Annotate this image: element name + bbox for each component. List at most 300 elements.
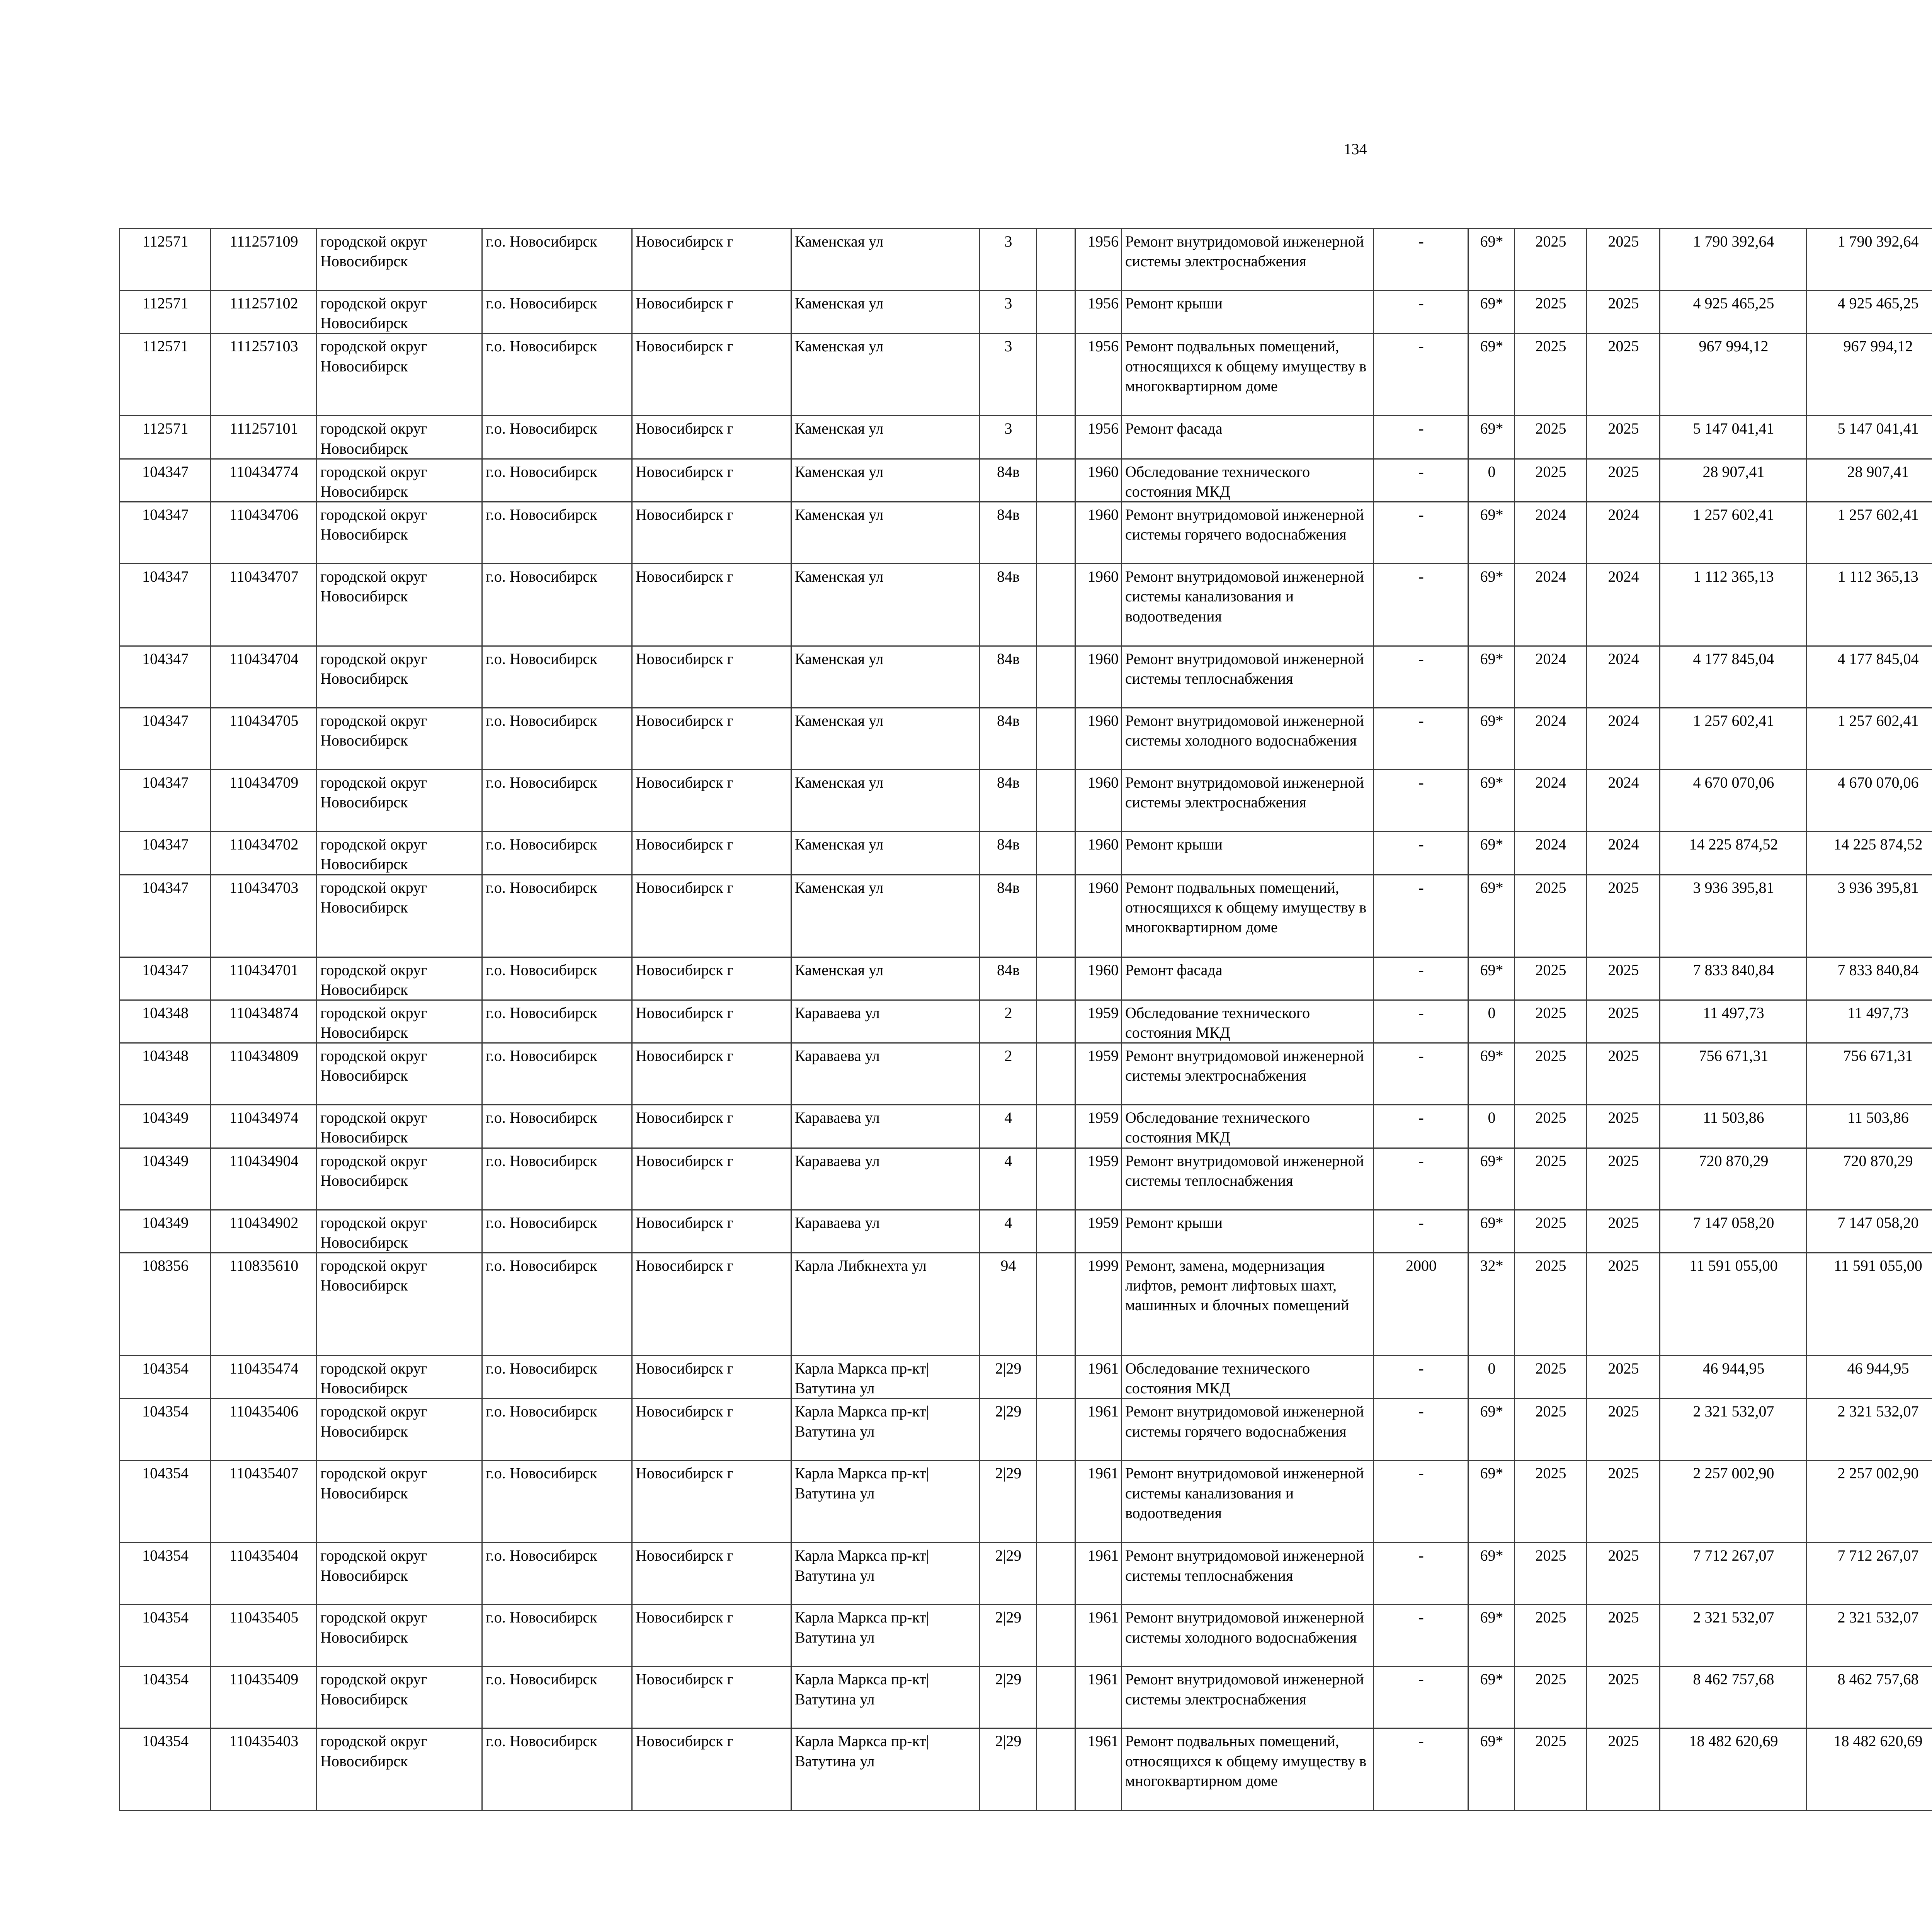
total-cost-cell: 3 936 395,81 bbox=[1660, 875, 1807, 957]
lift-year-cell: - bbox=[1374, 1043, 1468, 1105]
end-year-cell: 2025 bbox=[1587, 1210, 1660, 1253]
start-year-cell: 2024 bbox=[1515, 646, 1587, 708]
work-id-cell: 110434974 bbox=[211, 1105, 317, 1148]
street-cell: Карла Маркса пр-кт| Ватутина ул bbox=[791, 1356, 980, 1399]
work-type-cell: Ремонт крыши bbox=[1122, 291, 1374, 334]
locality-cell: Новосибирск г bbox=[632, 1605, 791, 1667]
work-id-cell: 110434774 bbox=[211, 459, 317, 502]
end-year-cell: 2024 bbox=[1587, 832, 1660, 875]
lift-year-cell: - bbox=[1374, 229, 1468, 291]
wear-cell: 69* bbox=[1468, 957, 1515, 1000]
house-number-cell: 84в bbox=[980, 770, 1037, 832]
house-number-cell: 84в bbox=[980, 459, 1037, 502]
street-cell: Караваева ул bbox=[791, 1148, 980, 1210]
lift-year-cell: - bbox=[1374, 502, 1468, 564]
locality-cell: Новосибирск г bbox=[632, 502, 791, 564]
municipality-cell: городской округ Новосибирск bbox=[317, 1461, 482, 1543]
locality-cell: Новосибирск г bbox=[632, 416, 791, 459]
build-year-cell: 1959 bbox=[1075, 1210, 1122, 1253]
start-year-cell: 2025 bbox=[1515, 1105, 1587, 1148]
house-number-cell: 2|29 bbox=[980, 1543, 1037, 1605]
lift-year-cell: - bbox=[1374, 646, 1468, 708]
municipality-cell: городской округ Новосибирск bbox=[317, 1667, 482, 1728]
record-id-cell: 104349 bbox=[120, 1148, 211, 1210]
wear-cell: 69* bbox=[1468, 875, 1515, 957]
district-cell: г.о. Новосибирск bbox=[482, 1543, 632, 1605]
municipality-cell: городской округ Новосибирск bbox=[317, 832, 482, 875]
build-year-cell: 1956 bbox=[1075, 229, 1122, 291]
fund-cost-cell: 4 177 845,04 bbox=[1807, 646, 1932, 708]
lift-year-cell: - bbox=[1374, 1667, 1468, 1728]
end-year-cell: 2024 bbox=[1587, 564, 1660, 646]
fund-cost-cell: 1 790 392,64 bbox=[1807, 229, 1932, 291]
wear-cell: 69* bbox=[1468, 416, 1515, 459]
record-id-cell: 104354 bbox=[120, 1399, 211, 1461]
fund-cost-cell: 3 936 395,81 bbox=[1807, 875, 1932, 957]
fund-cost-cell: 720 870,29 bbox=[1807, 1148, 1932, 1210]
build-year-cell: 1956 bbox=[1075, 291, 1122, 334]
work-id-cell: 111257103 bbox=[211, 334, 317, 416]
district-cell: г.о. Новосибирск bbox=[482, 291, 632, 334]
record-id-cell: 108356 bbox=[120, 1253, 211, 1356]
house-number-cell: 3 bbox=[980, 291, 1037, 334]
district-cell: г.о. Новосибирск bbox=[482, 1605, 632, 1667]
build-year-cell: 1959 bbox=[1075, 1043, 1122, 1105]
start-year-cell: 2025 bbox=[1515, 1461, 1587, 1543]
end-year-cell: 2024 bbox=[1587, 502, 1660, 564]
work-id-cell: 110434809 bbox=[211, 1043, 317, 1105]
record-id-cell: 104349 bbox=[120, 1210, 211, 1253]
record-id-cell: 104354 bbox=[120, 1605, 211, 1667]
table-row bbox=[120, 1728, 1932, 1811]
table-row bbox=[120, 1356, 1932, 1399]
municipality-cell: городской округ Новосибирск bbox=[317, 1253, 482, 1356]
locality-cell: Новосибирск г bbox=[632, 1105, 791, 1148]
district-cell: г.о. Новосибирск bbox=[482, 229, 632, 291]
build-year-cell: 1961 bbox=[1075, 1543, 1122, 1605]
municipality-cell: городской округ Новосибирск bbox=[317, 459, 482, 502]
municipality-cell: городской округ Новосибирск bbox=[317, 708, 482, 770]
record-id-cell: 104347 bbox=[120, 564, 211, 646]
locality-cell: Новосибирск г bbox=[632, 291, 791, 334]
street-cell: Каменская ул bbox=[791, 229, 980, 291]
table-body bbox=[120, 229, 1932, 1811]
build-year-cell: 1960 bbox=[1075, 502, 1122, 564]
municipality-cell: городской округ Новосибирск bbox=[317, 502, 482, 564]
wear-cell: 69* bbox=[1468, 564, 1515, 646]
record-id-cell: 104347 bbox=[120, 708, 211, 770]
end-year-cell: 2025 bbox=[1587, 1667, 1660, 1728]
build-year-cell: 1960 bbox=[1075, 832, 1122, 875]
work-type-cell: Обследование технического состояния МКД bbox=[1122, 1105, 1374, 1148]
fund-cost-cell: 7 712 267,07 bbox=[1807, 1543, 1932, 1605]
street-cell: Каменская ул bbox=[791, 875, 980, 957]
table-row bbox=[120, 646, 1932, 708]
street-cell: Каменская ул bbox=[791, 564, 980, 646]
block-cell bbox=[1037, 1105, 1075, 1148]
work-id-cell: 110434706 bbox=[211, 502, 317, 564]
table-row bbox=[120, 334, 1932, 416]
wear-cell: 0 bbox=[1468, 1000, 1515, 1043]
block-cell bbox=[1037, 1148, 1075, 1210]
total-cost-cell: 11 497,73 bbox=[1660, 1000, 1807, 1043]
start-year-cell: 2025 bbox=[1515, 875, 1587, 957]
start-year-cell: 2025 bbox=[1515, 1543, 1587, 1605]
record-id-cell: 104354 bbox=[120, 1356, 211, 1399]
work-id-cell: 111257102 bbox=[211, 291, 317, 334]
fund-cost-cell: 4 670 070,06 bbox=[1807, 770, 1932, 832]
locality-cell: Новосибирск г bbox=[632, 1000, 791, 1043]
build-year-cell: 1960 bbox=[1075, 875, 1122, 957]
table-row bbox=[120, 416, 1932, 459]
block-cell bbox=[1037, 502, 1075, 564]
district-cell: г.о. Новосибирск bbox=[482, 708, 632, 770]
house-number-cell: 4 bbox=[980, 1210, 1037, 1253]
end-year-cell: 2025 bbox=[1587, 1000, 1660, 1043]
work-type-cell: Ремонт внутридомовой инженерной системы горячего водоснабжения bbox=[1122, 502, 1374, 564]
record-id-cell: 104347 bbox=[120, 957, 211, 1000]
wear-cell: 32* bbox=[1468, 1253, 1515, 1356]
block-cell bbox=[1037, 1210, 1075, 1253]
start-year-cell: 2025 bbox=[1515, 1356, 1587, 1399]
street-cell: Каменская ул bbox=[791, 502, 980, 564]
locality-cell: Новосибирск г bbox=[632, 1728, 791, 1811]
end-year-cell: 2024 bbox=[1587, 770, 1660, 832]
block-cell bbox=[1037, 1667, 1075, 1728]
wear-cell: 0 bbox=[1468, 1105, 1515, 1148]
start-year-cell: 2024 bbox=[1515, 502, 1587, 564]
locality-cell: Новосибирск г bbox=[632, 1399, 791, 1461]
municipality-cell: городской округ Новосибирск bbox=[317, 416, 482, 459]
work-type-cell: Ремонт внутридомовой инженерной системы теплоснабжения bbox=[1122, 646, 1374, 708]
street-cell: Караваева ул bbox=[791, 1105, 980, 1148]
table-row bbox=[120, 1605, 1932, 1667]
build-year-cell: 1961 bbox=[1075, 1399, 1122, 1461]
block-cell bbox=[1037, 957, 1075, 1000]
locality-cell: Новосибирск г bbox=[632, 1043, 791, 1105]
table-row bbox=[120, 708, 1932, 770]
district-cell: г.о. Новосибирск bbox=[482, 1210, 632, 1253]
street-cell: Каменская ул bbox=[791, 291, 980, 334]
district-cell: г.о. Новосибирск bbox=[482, 502, 632, 564]
locality-cell: Новосибирск г bbox=[632, 770, 791, 832]
total-cost-cell: 7 712 267,07 bbox=[1660, 1543, 1807, 1605]
table-row bbox=[120, 957, 1932, 1000]
record-id-cell: 104347 bbox=[120, 875, 211, 957]
municipality-cell: городской округ Новосибирск bbox=[317, 646, 482, 708]
locality-cell: Новосибирск г bbox=[632, 229, 791, 291]
fund-cost-cell: 18 482 620,69 bbox=[1807, 1728, 1932, 1811]
table-row bbox=[120, 459, 1932, 502]
street-cell: Карла Маркса пр-кт| Ватутина ул bbox=[791, 1667, 980, 1728]
table-row bbox=[120, 1253, 1932, 1356]
end-year-cell: 2025 bbox=[1587, 416, 1660, 459]
lift-year-cell: - bbox=[1374, 957, 1468, 1000]
fund-cost-cell: 1 257 602,41 bbox=[1807, 502, 1932, 564]
record-id-cell: 104347 bbox=[120, 646, 211, 708]
record-id-cell: 104349 bbox=[120, 1105, 211, 1148]
build-year-cell: 1956 bbox=[1075, 334, 1122, 416]
house-number-cell: 84в bbox=[980, 875, 1037, 957]
locality-cell: Новосибирск г bbox=[632, 875, 791, 957]
fund-cost-cell: 2 257 002,90 bbox=[1807, 1461, 1932, 1543]
fund-cost-cell: 14 225 874,52 bbox=[1807, 832, 1932, 875]
lift-year-cell: - bbox=[1374, 291, 1468, 334]
street-cell: Караваева ул bbox=[791, 1043, 980, 1105]
fund-cost-cell: 11 503,86 bbox=[1807, 1105, 1932, 1148]
house-number-cell: 84в bbox=[980, 646, 1037, 708]
end-year-cell: 2025 bbox=[1587, 1461, 1660, 1543]
block-cell bbox=[1037, 1461, 1075, 1543]
wear-cell: 69* bbox=[1468, 770, 1515, 832]
municipality-cell: городской округ Новосибирск bbox=[317, 875, 482, 957]
wear-cell: 69* bbox=[1468, 291, 1515, 334]
total-cost-cell: 11 591 055,00 bbox=[1660, 1253, 1807, 1356]
fund-cost-cell: 7 147 058,20 bbox=[1807, 1210, 1932, 1253]
wear-cell: 69* bbox=[1468, 1728, 1515, 1811]
lift-year-cell: - bbox=[1374, 708, 1468, 770]
start-year-cell: 2025 bbox=[1515, 1728, 1587, 1811]
end-year-cell: 2025 bbox=[1587, 1043, 1660, 1105]
work-id-cell: 110434707 bbox=[211, 564, 317, 646]
table-row bbox=[120, 770, 1932, 832]
total-cost-cell: 4 670 070,06 bbox=[1660, 770, 1807, 832]
locality-cell: Новосибирск г bbox=[632, 832, 791, 875]
district-cell: г.о. Новосибирск bbox=[482, 416, 632, 459]
work-type-cell: Ремонт внутридомовой инженерной системы теплоснабжения bbox=[1122, 1543, 1374, 1605]
work-type-cell: Ремонт крыши bbox=[1122, 1210, 1374, 1253]
municipality-cell: городской округ Новосибирск bbox=[317, 1605, 482, 1667]
build-year-cell: 1960 bbox=[1075, 646, 1122, 708]
house-number-cell: 2|29 bbox=[980, 1667, 1037, 1728]
work-type-cell: Ремонт подвальных помещений, относящихся к общему имуществу в многоквартирном доме bbox=[1122, 334, 1374, 416]
district-cell: г.о. Новосибирск bbox=[482, 459, 632, 502]
wear-cell: 0 bbox=[1468, 1356, 1515, 1399]
build-year-cell: 1961 bbox=[1075, 1667, 1122, 1728]
district-cell: г.о. Новосибирск bbox=[482, 875, 632, 957]
municipality-cell: городской округ Новосибирск bbox=[317, 564, 482, 646]
block-cell bbox=[1037, 1605, 1075, 1667]
house-number-cell: 4 bbox=[980, 1148, 1037, 1210]
record-id-cell: 104347 bbox=[120, 832, 211, 875]
wear-cell: 69* bbox=[1468, 502, 1515, 564]
work-id-cell: 110434904 bbox=[211, 1148, 317, 1210]
record-id-cell: 104347 bbox=[120, 459, 211, 502]
table-row bbox=[120, 564, 1932, 646]
table-row bbox=[120, 1543, 1932, 1605]
total-cost-cell: 14 225 874,52 bbox=[1660, 832, 1807, 875]
capital-repair-table bbox=[119, 228, 1932, 1811]
work-id-cell: 110434902 bbox=[211, 1210, 317, 1253]
locality-cell: Новосибирск г bbox=[632, 1210, 791, 1253]
lift-year-cell: - bbox=[1374, 1000, 1468, 1043]
work-id-cell: 110434704 bbox=[211, 646, 317, 708]
block-cell bbox=[1037, 1543, 1075, 1605]
total-cost-cell: 2 257 002,90 bbox=[1660, 1461, 1807, 1543]
work-type-cell: Ремонт внутридомовой инженерной системы электроснабжения bbox=[1122, 229, 1374, 291]
total-cost-cell: 967 994,12 bbox=[1660, 334, 1807, 416]
district-cell: г.о. Новосибирск bbox=[482, 646, 632, 708]
page-number: 134 bbox=[1344, 140, 1367, 158]
work-type-cell: Обследование технического состояния МКД bbox=[1122, 1356, 1374, 1399]
locality-cell: Новосибирск г bbox=[632, 957, 791, 1000]
end-year-cell: 2025 bbox=[1587, 875, 1660, 957]
total-cost-cell: 2 321 532,07 bbox=[1660, 1605, 1807, 1667]
municipality-cell: городской округ Новосибирск bbox=[317, 1105, 482, 1148]
work-id-cell: 111257101 bbox=[211, 416, 317, 459]
wear-cell: 69* bbox=[1468, 1543, 1515, 1605]
locality-cell: Новосибирск г bbox=[632, 1148, 791, 1210]
table-row bbox=[120, 229, 1932, 291]
block-cell bbox=[1037, 229, 1075, 291]
record-id-cell: 104347 bbox=[120, 502, 211, 564]
table-row bbox=[120, 291, 1932, 334]
total-cost-cell: 4 177 845,04 bbox=[1660, 646, 1807, 708]
total-cost-cell: 18 482 620,69 bbox=[1660, 1728, 1807, 1811]
total-cost-cell: 1 790 392,64 bbox=[1660, 229, 1807, 291]
locality-cell: Новосибирск г bbox=[632, 1253, 791, 1356]
table-row bbox=[120, 1000, 1932, 1043]
start-year-cell: 2024 bbox=[1515, 832, 1587, 875]
work-type-cell: Ремонт внутридомовой инженерной системы холодного водоснабжения bbox=[1122, 1605, 1374, 1667]
street-cell: Каменская ул bbox=[791, 770, 980, 832]
start-year-cell: 2024 bbox=[1515, 770, 1587, 832]
wear-cell: 69* bbox=[1468, 1148, 1515, 1210]
work-type-cell: Ремонт фасада bbox=[1122, 416, 1374, 459]
build-year-cell: 1960 bbox=[1075, 564, 1122, 646]
record-id-cell: 104348 bbox=[120, 1000, 211, 1043]
municipality-cell: городской округ Новосибирск bbox=[317, 291, 482, 334]
lift-year-cell: - bbox=[1374, 1543, 1468, 1605]
house-number-cell: 84в bbox=[980, 708, 1037, 770]
street-cell: Караваева ул bbox=[791, 1000, 980, 1043]
locality-cell: Новосибирск г bbox=[632, 564, 791, 646]
block-cell bbox=[1037, 564, 1075, 646]
house-number-cell: 84в bbox=[980, 957, 1037, 1000]
end-year-cell: 2025 bbox=[1587, 1605, 1660, 1667]
record-id-cell: 112571 bbox=[120, 416, 211, 459]
work-id-cell: 110435403 bbox=[211, 1728, 317, 1811]
street-cell: Карла Либкнехта ул bbox=[791, 1253, 980, 1356]
end-year-cell: 2025 bbox=[1587, 1543, 1660, 1605]
start-year-cell: 2024 bbox=[1515, 708, 1587, 770]
record-id-cell: 104347 bbox=[120, 770, 211, 832]
lift-year-cell: - bbox=[1374, 1105, 1468, 1148]
street-cell: Карла Маркса пр-кт| Ватутина ул bbox=[791, 1399, 980, 1461]
lift-year-cell: 2000 bbox=[1374, 1253, 1468, 1356]
fund-cost-cell: 1 257 602,41 bbox=[1807, 708, 1932, 770]
street-cell: Каменская ул bbox=[791, 957, 980, 1000]
locality-cell: Новосибирск г bbox=[632, 1356, 791, 1399]
total-cost-cell: 5 147 041,41 bbox=[1660, 416, 1807, 459]
block-cell bbox=[1037, 1399, 1075, 1461]
street-cell: Каменская ул bbox=[791, 334, 980, 416]
work-id-cell: 110835610 bbox=[211, 1253, 317, 1356]
start-year-cell: 2025 bbox=[1515, 1000, 1587, 1043]
block-cell bbox=[1037, 334, 1075, 416]
work-id-cell: 110434874 bbox=[211, 1000, 317, 1043]
district-cell: г.о. Новосибирск bbox=[482, 1148, 632, 1210]
end-year-cell: 2025 bbox=[1587, 1728, 1660, 1811]
total-cost-cell: 28 907,41 bbox=[1660, 459, 1807, 502]
work-id-cell: 110434705 bbox=[211, 708, 317, 770]
work-id-cell: 110435404 bbox=[211, 1543, 317, 1605]
municipality-cell: городской округ Новосибирск bbox=[317, 1728, 482, 1811]
fund-cost-cell: 4 925 465,25 bbox=[1807, 291, 1932, 334]
work-type-cell: Ремонт внутридомовой инженерной системы электроснабжения bbox=[1122, 770, 1374, 832]
lift-year-cell: - bbox=[1374, 564, 1468, 646]
total-cost-cell: 1 257 602,41 bbox=[1660, 708, 1807, 770]
build-year-cell: 1959 bbox=[1075, 1148, 1122, 1210]
work-type-cell: Ремонт фасада bbox=[1122, 957, 1374, 1000]
house-number-cell: 2|29 bbox=[980, 1399, 1037, 1461]
fund-cost-cell: 5 147 041,41 bbox=[1807, 416, 1932, 459]
district-cell: г.о. Новосибирск bbox=[482, 1399, 632, 1461]
end-year-cell: 2025 bbox=[1587, 1105, 1660, 1148]
start-year-cell: 2025 bbox=[1515, 1148, 1587, 1210]
house-number-cell: 2|29 bbox=[980, 1356, 1037, 1399]
wear-cell: 69* bbox=[1468, 1605, 1515, 1667]
wear-cell: 69* bbox=[1468, 1667, 1515, 1728]
work-type-cell: Ремонт внутридомовой инженерной системы канализования и водоотведения bbox=[1122, 1461, 1374, 1543]
table-row bbox=[120, 1105, 1932, 1148]
lift-year-cell: - bbox=[1374, 832, 1468, 875]
record-id-cell: 104354 bbox=[120, 1667, 211, 1728]
lift-year-cell: - bbox=[1374, 1148, 1468, 1210]
total-cost-cell: 4 925 465,25 bbox=[1660, 291, 1807, 334]
lift-year-cell: - bbox=[1374, 1461, 1468, 1543]
build-year-cell: 1961 bbox=[1075, 1356, 1122, 1399]
work-type-cell: Ремонт внутридомовой инженерной системы холодного водоснабжения bbox=[1122, 708, 1374, 770]
work-id-cell: 111257109 bbox=[211, 229, 317, 291]
work-type-cell: Ремонт подвальных помещений, относящихся к общему имуществу в многоквартирном доме bbox=[1122, 875, 1374, 957]
lift-year-cell: - bbox=[1374, 459, 1468, 502]
end-year-cell: 2025 bbox=[1587, 1399, 1660, 1461]
table-row bbox=[120, 502, 1932, 564]
street-cell: Каменская ул bbox=[791, 646, 980, 708]
fund-cost-cell: 967 994,12 bbox=[1807, 334, 1932, 416]
table-row bbox=[120, 1399, 1932, 1461]
total-cost-cell: 7 147 058,20 bbox=[1660, 1210, 1807, 1253]
end-year-cell: 2025 bbox=[1587, 1148, 1660, 1210]
build-year-cell: 1960 bbox=[1075, 708, 1122, 770]
locality-cell: Новосибирск г bbox=[632, 459, 791, 502]
record-id-cell: 112571 bbox=[120, 334, 211, 416]
record-id-cell: 112571 bbox=[120, 291, 211, 334]
wear-cell: 69* bbox=[1468, 334, 1515, 416]
lift-year-cell: - bbox=[1374, 334, 1468, 416]
end-year-cell: 2024 bbox=[1587, 646, 1660, 708]
locality-cell: Новосибирск г bbox=[632, 1543, 791, 1605]
work-type-cell: Ремонт подвальных помещений, относящихся к общему имуществу в многоквартирном доме bbox=[1122, 1728, 1374, 1811]
wear-cell: 0 bbox=[1468, 459, 1515, 502]
house-number-cell: 84в bbox=[980, 564, 1037, 646]
start-year-cell: 2025 bbox=[1515, 1605, 1587, 1667]
locality-cell: Новосибирск г bbox=[632, 646, 791, 708]
block-cell bbox=[1037, 416, 1075, 459]
record-id-cell: 112571 bbox=[120, 229, 211, 291]
street-cell: Каменская ул bbox=[791, 416, 980, 459]
locality-cell: Новосибирск г bbox=[632, 708, 791, 770]
end-year-cell: 2024 bbox=[1587, 708, 1660, 770]
end-year-cell: 2025 bbox=[1587, 1356, 1660, 1399]
work-id-cell: 110434701 bbox=[211, 957, 317, 1000]
street-cell: Караваева ул bbox=[791, 1210, 980, 1253]
district-cell: г.о. Новосибирск bbox=[482, 832, 632, 875]
start-year-cell: 2025 bbox=[1515, 291, 1587, 334]
fund-cost-cell: 28 907,41 bbox=[1807, 459, 1932, 502]
wear-cell: 69* bbox=[1468, 1461, 1515, 1543]
